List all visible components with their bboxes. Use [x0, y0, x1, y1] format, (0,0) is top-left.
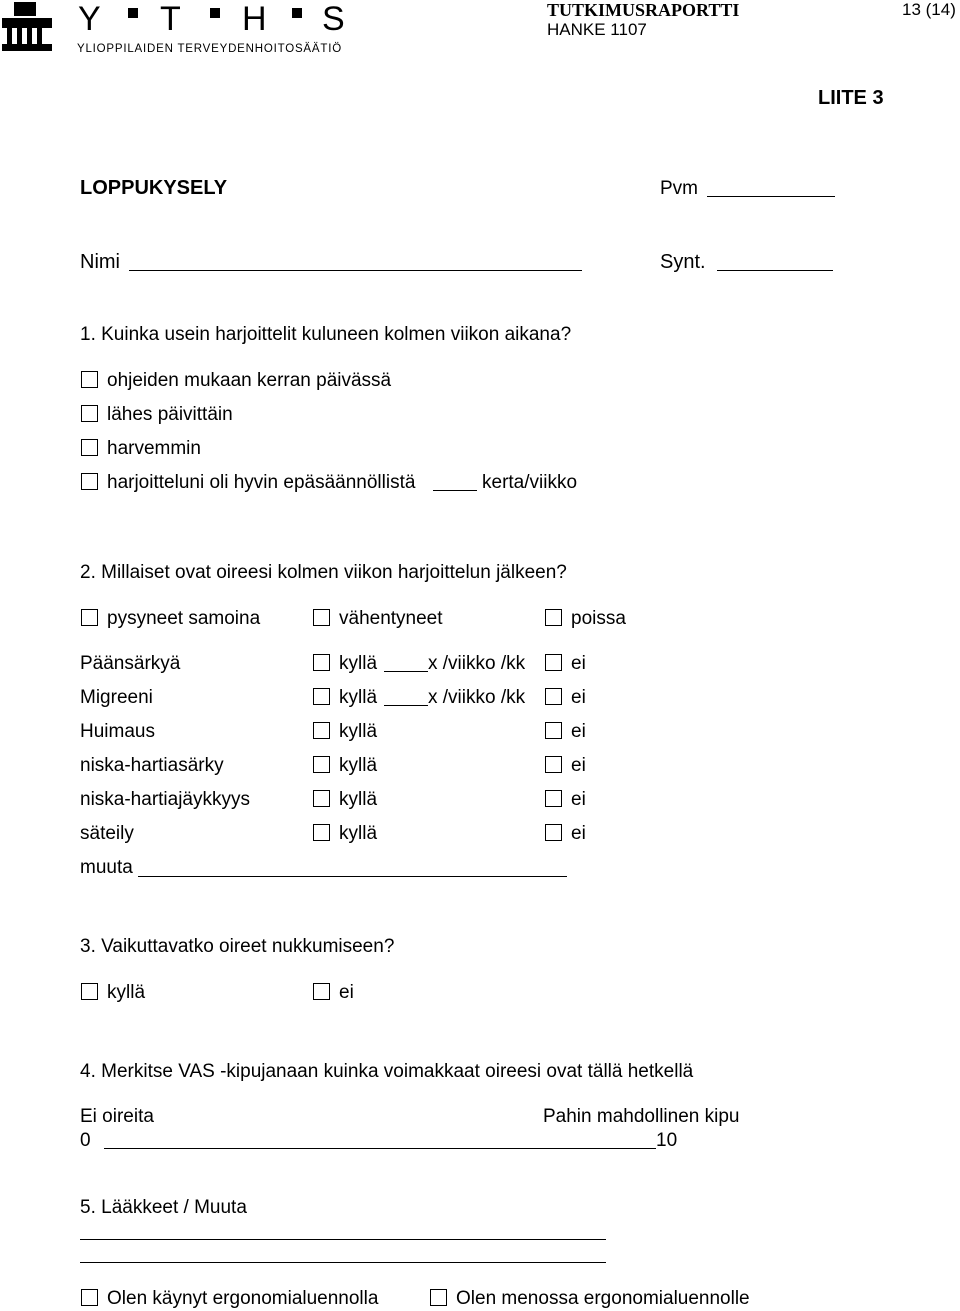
report-title: TUTKIMUSRAPORTTI — [547, 0, 740, 20]
q1-option-1-label: ohjeiden mukaan kerran päivässä — [107, 370, 392, 391]
symptom-migraine-frequency-suffix: x /viikko /kk — [428, 687, 526, 708]
symptom-dizziness-label: Huimaus — [80, 721, 155, 742]
symptom-headache-yes-checkbox[interactable] — [313, 654, 330, 671]
form-title: LOPPUKYSELY — [80, 177, 228, 199]
q1-per-week-field[interactable] — [433, 490, 477, 491]
q5-answer-line-1[interactable] — [80, 1239, 606, 1240]
symptom-dizziness-no-checkbox[interactable] — [545, 722, 562, 739]
symptom-headache-yes-label: kyllä — [339, 653, 378, 674]
vas-max-label: 10 — [656, 1130, 678, 1151]
q1-option-2-checkbox[interactable] — [81, 405, 98, 422]
symptom-migraine-label: Migreeni — [80, 687, 153, 708]
symptom-headache-no-checkbox[interactable] — [545, 654, 562, 671]
symptom-neck-stiffness-label: niska-hartiajäykkyys — [80, 789, 250, 810]
q1-option-1-checkbox[interactable] — [81, 371, 98, 388]
vas-min-label: 0 — [80, 1130, 91, 1151]
q1-option-3-label: harvemmin — [107, 438, 201, 459]
vas-right-label: Pahin mahdollinen kipu — [543, 1106, 740, 1127]
q1-option-4-label: harjoitteluni oli hyvin epäsäännöllistä — [107, 472, 416, 493]
symptom-dizziness-no-label: ei — [571, 721, 586, 742]
q5-answer-line-2[interactable] — [80, 1262, 606, 1263]
lecture-attended-checkbox[interactable] — [81, 1289, 98, 1306]
symptom-other-field[interactable] — [138, 876, 567, 877]
symptom-neck-pain-no-label: ei — [571, 755, 586, 776]
vas-scale-line[interactable] — [104, 1148, 656, 1149]
symptom-neck-pain-yes-label: kyllä — [339, 755, 378, 776]
logo-subtitle: YLIOPPILAIDEN TERVEYDENHOITOSÄÄTIÖ — [77, 43, 342, 55]
appendix-label: LIITE 3 — [818, 87, 884, 109]
q1-question: 1. Kuinka usein harjoittelit kuluneen kolmen viikon aikana? — [80, 324, 572, 345]
lecture-upcoming-checkbox[interactable] — [430, 1289, 447, 1306]
symptom-other-label: muuta — [80, 857, 133, 878]
symptom-migraine-yes-label: kyllä — [339, 687, 378, 708]
symptom-radiation-no-checkbox[interactable] — [545, 824, 562, 841]
symptom-neck-stiffness-no-label: ei — [571, 789, 586, 810]
q3-question: 3. Vaikuttavatko oireet nukkumiseen? — [80, 936, 395, 957]
symptom-neck-stiffness-yes-checkbox[interactable] — [313, 790, 330, 807]
name-field[interactable] — [129, 270, 582, 271]
name-label: Nimi — [80, 251, 120, 273]
symptom-dizziness-yes-label: kyllä — [339, 721, 378, 742]
symptom-headache-frequency-field[interactable] — [384, 671, 428, 672]
symptom-dizziness-yes-checkbox[interactable] — [313, 722, 330, 739]
yths-logo — [0, 0, 360, 60]
symptom-neck-stiffness-no-checkbox[interactable] — [545, 790, 562, 807]
symptom-headache-label: Päänsärkyä — [80, 653, 181, 674]
logo-letter-t: T — [160, 0, 181, 38]
birth-field[interactable] — [717, 270, 833, 271]
q3-no-label: ei — [339, 982, 354, 1003]
project-code: HANKE 1107 — [547, 20, 647, 39]
lecture-upcoming-label: Olen menossa ergonomialuennolle — [456, 1288, 750, 1309]
birth-label: Synt. — [660, 251, 706, 273]
symptom-neck-pain-label: niska-hartiasärky — [80, 755, 224, 776]
symptom-radiation-yes-checkbox[interactable] — [313, 824, 330, 841]
q1-per-week-suffix: kerta/viikko — [482, 472, 578, 493]
q1-option-4-checkbox[interactable] — [81, 473, 98, 490]
symptom-migraine-yes-checkbox[interactable] — [313, 688, 330, 705]
q5-question: 5. Lääkkeet / Muuta — [80, 1197, 247, 1218]
pillar-logo-icon — [2, 2, 52, 51]
symptom-headache-frequency-suffix: x /viikko /kk — [428, 653, 526, 674]
q3-no-checkbox[interactable] — [313, 983, 330, 1000]
symptom-radiation-yes-label: kyllä — [339, 823, 378, 844]
q3-yes-checkbox[interactable] — [81, 983, 98, 1000]
symptom-migraine-frequency-field[interactable] — [384, 705, 428, 706]
logo-letter-y: Y — [78, 0, 101, 38]
date-label: Pvm — [660, 178, 698, 199]
q2-decreased-checkbox[interactable] — [313, 609, 330, 626]
q2-unchanged-checkbox[interactable] — [81, 609, 98, 626]
q2-unchanged-label: pysyneet samoina — [107, 608, 261, 629]
vas-left-label: Ei oireita — [80, 1106, 154, 1127]
symptom-radiation-label: säteily — [80, 823, 134, 844]
q2-question: 2. Millaiset ovat oireesi kolmen viikon harjoittelun jälkeen? — [80, 562, 567, 583]
q2-gone-label: poissa — [571, 608, 626, 629]
lecture-attended-label: Olen käynyt ergonomialuennolla — [107, 1288, 379, 1309]
symptom-migraine-no-label: ei — [571, 687, 586, 708]
symptom-radiation-no-label: ei — [571, 823, 586, 844]
q4-question: 4. Merkitse VAS -kipujanaan kuinka voimakkaat oireesi ovat tällä hetkellä — [80, 1061, 694, 1082]
q2-decreased-label: vähentyneet — [339, 608, 443, 629]
date-field[interactable] — [707, 196, 835, 197]
q1-option-2-label: lähes päivittäin — [107, 404, 233, 425]
logo-letter-h: H — [242, 0, 267, 38]
symptom-neck-pain-no-checkbox[interactable] — [545, 756, 562, 773]
q3-yes-label: kyllä — [107, 982, 146, 1003]
page-number: 13 (14) — [902, 0, 956, 19]
symptom-headache-no-label: ei — [571, 653, 586, 674]
logo-letter-s: S — [322, 0, 345, 38]
q1-option-3-checkbox[interactable] — [81, 439, 98, 456]
symptom-neck-pain-yes-checkbox[interactable] — [313, 756, 330, 773]
q2-gone-checkbox[interactable] — [545, 609, 562, 626]
symptom-migraine-no-checkbox[interactable] — [545, 688, 562, 705]
symptom-neck-stiffness-yes-label: kyllä — [339, 789, 378, 810]
